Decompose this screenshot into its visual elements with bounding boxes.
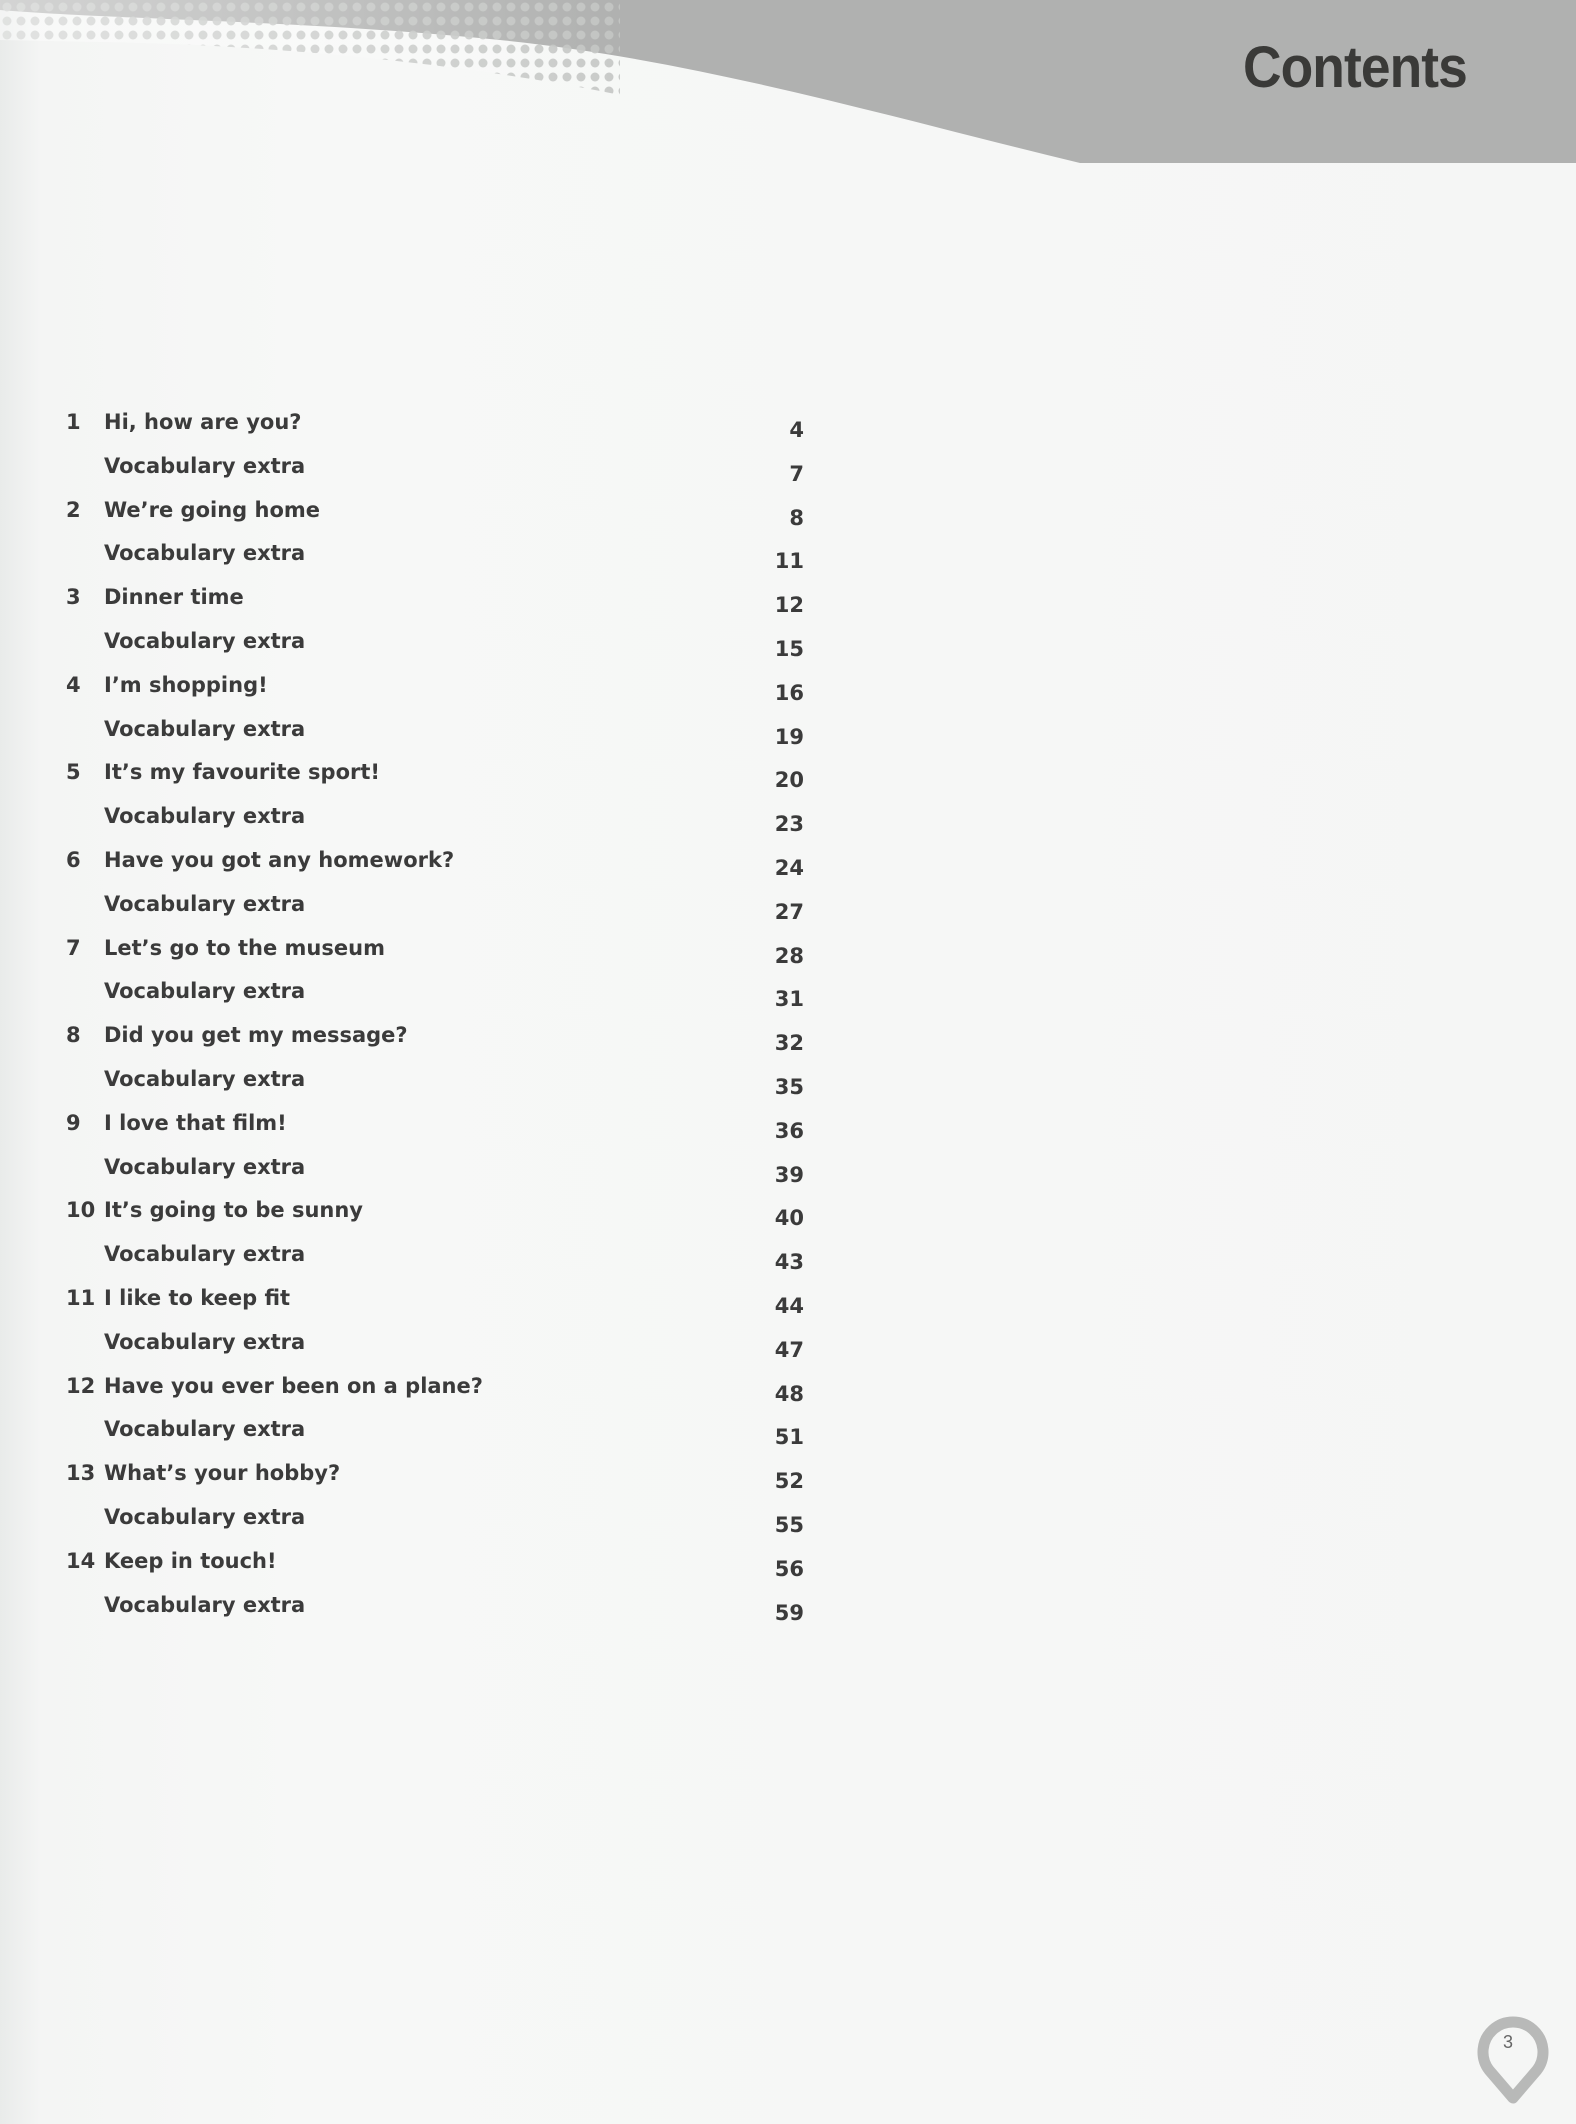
entry-title: Vocabulary extra (104, 804, 306, 829)
entry-title: Vocabulary extra (104, 629, 306, 653)
toc-vocabulary-entry (0, 1505, 820, 1545)
entry-title: Keep in touch! (104, 1548, 277, 1573)
entry-title: We’re going home (104, 497, 320, 522)
entry-page: 20 (774, 768, 804, 793)
entry-title: Vocabulary extra (104, 716, 306, 741)
entry-title: I like to keep fit (104, 1286, 291, 1310)
entry-page: 12 (774, 593, 804, 618)
entry-page: 40 (774, 1206, 804, 1231)
entry-title: Have you ever been on a plane? (104, 1373, 483, 1398)
entry-title: Vocabulary extra (104, 541, 306, 566)
entry-title: I’m shopping! (104, 672, 268, 697)
entry-page: 39 (774, 1162, 804, 1187)
entry-title: Vocabulary extra (104, 1154, 306, 1179)
toc-vocabulary-entry (0, 541, 820, 581)
entry-title: Dinner time (104, 585, 244, 610)
entry-page: 56 (774, 1556, 804, 1581)
unit-number: 8 (66, 1023, 81, 1048)
entry-page: 24 (774, 856, 804, 880)
entry-title: Have you got any homework? (104, 848, 455, 872)
toc-vocabulary-entry (0, 1242, 820, 1282)
toc-unit-entry (0, 1461, 820, 1501)
toc-unit-entry (0, 585, 820, 625)
entry-title: Vocabulary extra (104, 891, 306, 916)
unit-number: 7 (66, 935, 81, 960)
entry-page: 35 (774, 1075, 804, 1099)
toc-vocabulary-entry (0, 1067, 820, 1107)
unit-number: 14 (66, 1548, 96, 1573)
unit-number: 9 (66, 1110, 81, 1135)
entry-title: Did you get my message? (104, 1023, 408, 1048)
toc-unit-entry (0, 1286, 820, 1326)
entry-page: 52 (774, 1469, 804, 1494)
toc-unit-entry (0, 410, 820, 450)
toc-vocabulary-entry (0, 979, 820, 1019)
unit-number: 6 (66, 848, 81, 872)
entry-title: Vocabulary extra (104, 1505, 306, 1529)
entry-page: 15 (774, 637, 804, 661)
entry-page: 28 (774, 943, 804, 968)
entry-page: 16 (774, 680, 804, 705)
unit-number: 2 (66, 497, 81, 522)
toc-vocabulary-entry (0, 1155, 820, 1195)
toc-vocabulary-entry (0, 892, 820, 932)
toc-vocabulary-entry (0, 629, 820, 669)
toc-vocabulary-entry (0, 804, 820, 844)
toc-unit-entry (0, 1111, 820, 1151)
unit-number: 13 (66, 1461, 96, 1486)
entry-title: Let’s go to the museum (104, 935, 385, 960)
page-number-marker-icon (1475, 2006, 1551, 2106)
toc-vocabulary-entry (0, 454, 820, 494)
toc-vocabulary-entry (0, 1330, 820, 1370)
toc-unit-entry (0, 1374, 820, 1414)
page-title: Contents (1243, 35, 1467, 100)
entry-title: What’s your hobby? (104, 1461, 341, 1486)
entry-page: 59 (774, 1600, 804, 1625)
toc-vocabulary-entry (0, 1593, 820, 1633)
unit-number: 10 (66, 1198, 96, 1223)
toc-unit-entry (0, 848, 820, 888)
entry-title: Vocabulary extra (104, 1242, 306, 1267)
unit-number: 11 (66, 1286, 96, 1310)
entry-title: Vocabulary extra (104, 1067, 306, 1091)
entry-page: 36 (774, 1118, 804, 1143)
entry-title: I love that film! (104, 1110, 287, 1135)
entry-page: 8 (789, 505, 804, 530)
toc-unit-entry (0, 1549, 820, 1589)
unit-number: 4 (66, 672, 81, 697)
entry-title: Vocabulary extra (104, 1592, 306, 1617)
entry-page: 31 (774, 987, 804, 1012)
page-number: 3 (1503, 2032, 1514, 2052)
entry-page: 7 (789, 461, 804, 486)
entry-page: 23 (774, 812, 804, 837)
entry-page: 48 (774, 1381, 804, 1406)
entry-page: 4 (789, 418, 804, 442)
entry-page: 43 (774, 1250, 804, 1275)
entry-title: Hi, how are you? (104, 410, 302, 434)
toc-vocabulary-entry (0, 1417, 820, 1457)
entry-title: Vocabulary extra (104, 979, 306, 1004)
entry-page: 19 (774, 724, 804, 749)
entry-title: It’s going to be sunny (104, 1198, 363, 1223)
toc-vocabulary-entry (0, 717, 820, 757)
unit-number: 12 (66, 1373, 96, 1398)
entry-page: 44 (774, 1294, 804, 1318)
unit-number: 5 (66, 760, 81, 785)
entry-page: 32 (774, 1031, 804, 1056)
toc-unit-entry (0, 1198, 820, 1238)
toc-unit-entry (0, 1023, 820, 1063)
entry-page: 27 (774, 899, 804, 924)
toc-unit-entry (0, 760, 820, 800)
toc-unit-entry (0, 498, 820, 538)
entry-page: 55 (774, 1513, 804, 1537)
entry-title: Vocabulary extra (104, 1417, 306, 1442)
entry-title: It’s my favourite sport! (104, 760, 380, 785)
entry-title: Vocabulary extra (104, 1329, 306, 1354)
toc-unit-entry (0, 936, 820, 976)
entry-page: 47 (774, 1337, 804, 1362)
unit-number: 1 (66, 410, 81, 434)
entry-page: 11 (774, 549, 804, 574)
entry-title: Vocabulary extra (104, 453, 306, 478)
entry-page: 51 (774, 1425, 804, 1450)
unit-number: 3 (66, 585, 81, 610)
toc-unit-entry (0, 673, 820, 713)
